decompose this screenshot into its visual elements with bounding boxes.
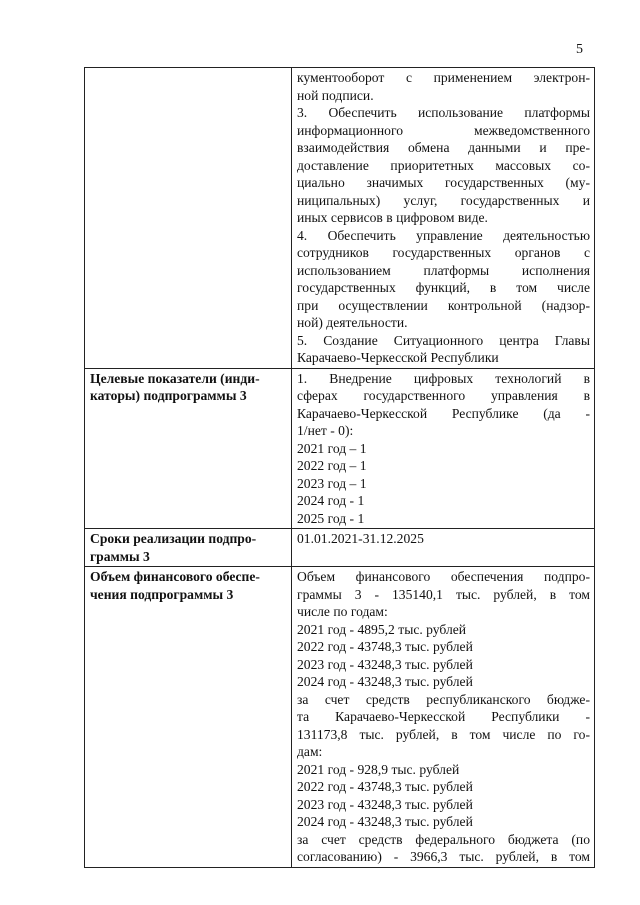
content-line: ниципальных) услуг, государственных и [297,192,590,208]
content-line: 2024 год - 43248,3 тыс. рублей [297,814,473,829]
content-line: 2025 год - 1 [297,510,365,526]
content-line: за счет средств республиканского бюдже- [297,691,590,707]
content-line: ной) деятельности. [297,315,408,330]
content-line: 4. Обеспечить управление деятельностью [297,227,590,243]
content-line: 2023 год - 43248,3 тыс. рублей [297,656,473,672]
content-line: сотрудников государственных органов с [297,245,590,260]
content-line: та Карачаево-Черкесской Республики - [297,709,590,724]
row-content-cell [292,368,595,529]
row-label-line: Целевые показатели (инди- [90,370,260,386]
row-content-cell [292,567,595,868]
content-line: 2021 год - 4895,2 тыс. рублей [297,621,467,637]
content-line: 2023 год - 43248,3 тыс. рублей [297,796,473,812]
content-line: циально значимых государственных (му- [297,175,590,190]
content-line: государственных функций, в том числе [297,280,590,295]
content-line: 01.01.2021-31.12.2025 [297,531,424,546]
content-line: за счет средств федерального бюджета (по [297,831,590,847]
table-row [85,529,595,567]
content-line: 2021 год - 928,9 тыс. рублей [297,761,460,777]
content-line: Карачаево-Черкесской Республики [297,350,499,365]
row-label-cell [85,567,292,868]
row-label-line: граммы 3 [90,548,150,564]
table-body [85,68,595,868]
content-line: иных сервисов в цифровом виде. [297,210,488,225]
content-line: 5. Создание Ситуационного центра Главы [297,332,590,348]
content-line: доставление приоритетных массовых со- [297,157,590,173]
content-line: дам: [297,744,323,759]
subprogram-passport-table [84,67,595,868]
content-line: ной подписи. [297,87,374,103]
row-content-cell [292,68,595,369]
table-row [85,368,595,529]
content-line: взаимодействия обмена данными и пре- [297,140,590,155]
content-line: 2021 год – 1 [297,440,367,456]
content-line: согласованию) - 3966,3 тыс. рублей, в том [297,849,590,864]
content-line: числе по годам: [297,604,388,619]
content-line: кументооборот с применением электрон- [297,70,590,85]
content-line: 3. Обеспечить использование платформы [297,105,590,120]
content-line: Карачаево-Черкесской Республике (да - [297,405,590,421]
content-line: информационного межведомственного [297,122,590,138]
row-content-cell [292,529,595,567]
row-label-line: чения подпрограммы 3 [90,586,234,602]
page-number: 5 [576,42,583,57]
content-line: 2024 год - 43248,3 тыс. рублей [297,674,473,689]
table-row [85,567,595,868]
content-line: 131173,8 тыс. рублей, в том числе по го- [297,726,590,742]
row-label-cell [85,368,292,529]
content-line: 2024 год - 1 [297,493,365,508]
content-line: использованием платформы исполнения [297,262,590,278]
row-label-line: Объем финансового обеспе- [90,569,260,584]
content-line: сферах государственного управления в [297,388,590,403]
content-line: 1/нет - 0): [297,423,354,438]
content-line: граммы 3 - 135140,1 тыс. рублей, в том [297,586,590,602]
content-line: при осуществлении контрольной (надзор- [297,297,590,313]
content-line: 2022 год – 1 [297,458,367,473]
content-line: Объем финансового обеспечения подпро- [297,569,590,584]
table-row [85,68,595,369]
row-label-cell [85,529,292,567]
row-label-line: каторы) подпрограммы 3 [90,388,247,403]
content-line: 2022 год - 43748,3 тыс. рублей [297,639,473,654]
row-label-cell [85,68,292,369]
content-line: 2022 год - 43748,3 тыс. рублей [297,779,473,794]
content-line: 2023 год – 1 [297,475,367,491]
content-line: 1. Внедрение цифровых технологий в [297,370,590,386]
row-label-line: Сроки реализации подпро- [90,531,257,546]
